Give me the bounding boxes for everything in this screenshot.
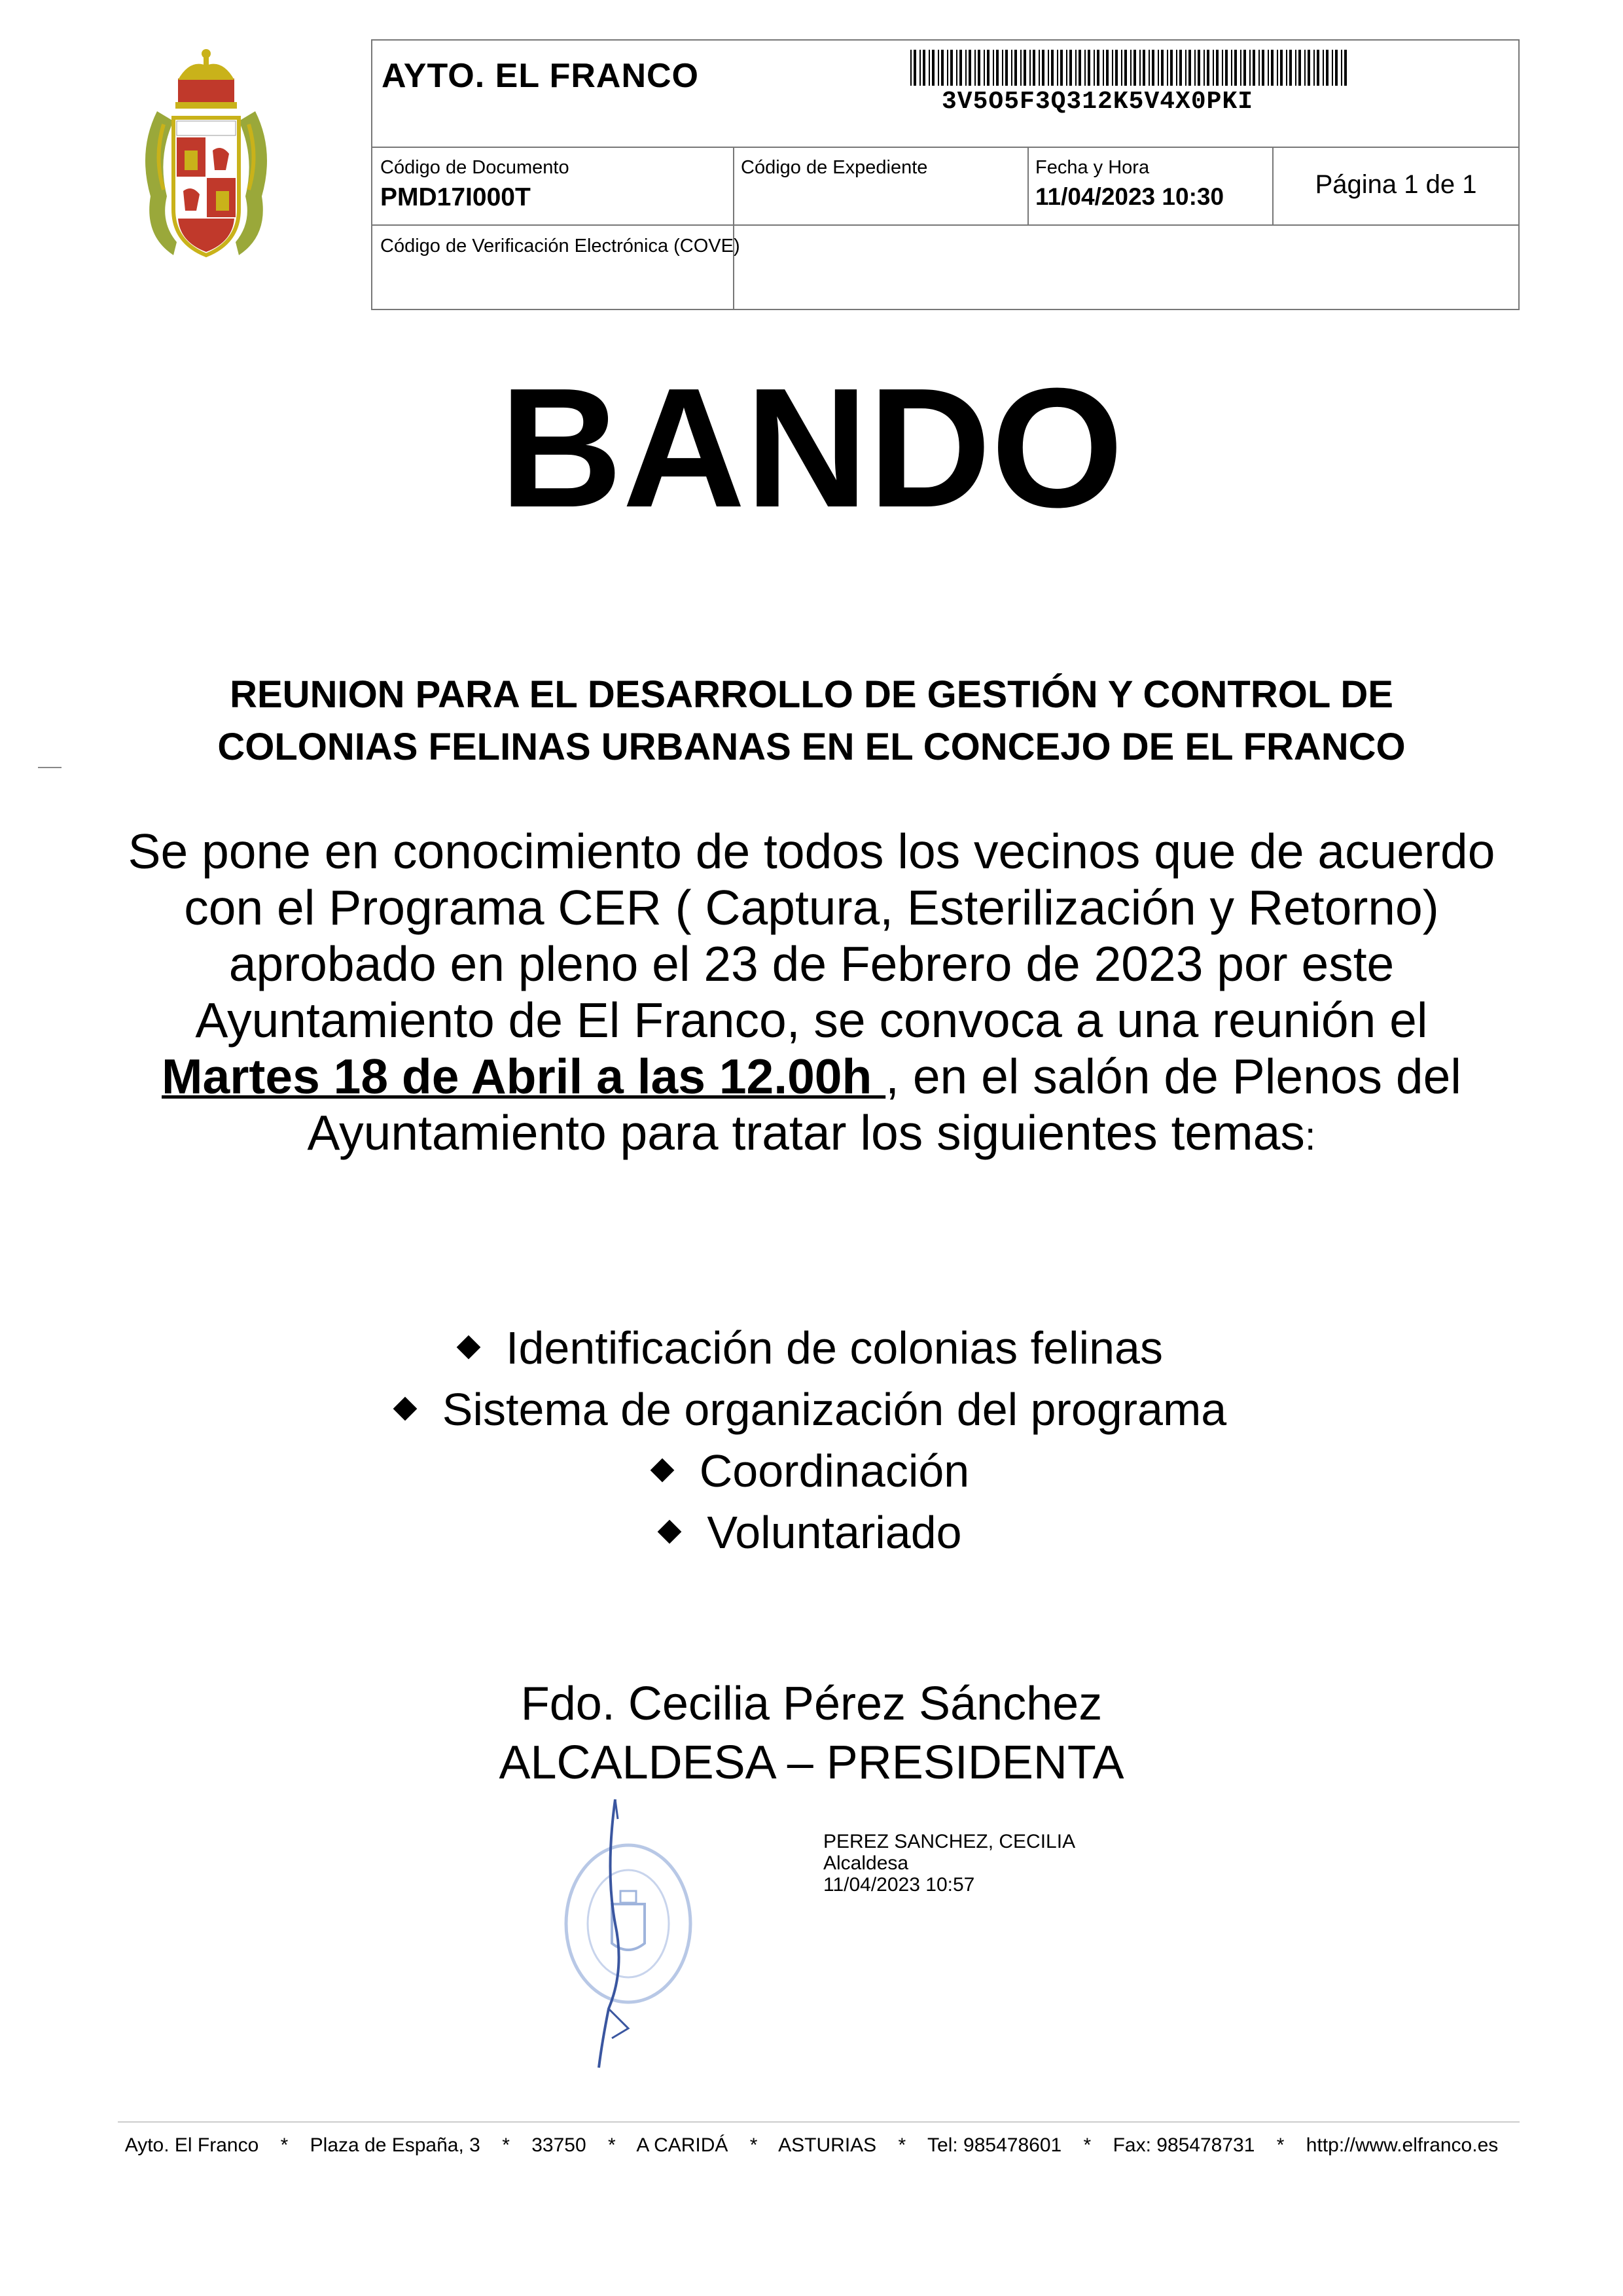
diamond-bullet-icon	[650, 1458, 674, 1483]
date-label: Fecha y Hora	[1035, 157, 1150, 178]
subject-heading	[98, 669, 1525, 773]
document-date: 11/04/2023 10:30	[1035, 183, 1224, 210]
signer-role: ALCALDESA – PRESIDENTA	[499, 1737, 1124, 1789]
topic-item	[0, 1507, 1623, 1558]
digital-signer-role: Alcaldesa	[823, 1852, 909, 1874]
subject-line-1: REUNION PARA EL DESARROLLO DE GESTIÓN Y CONTROL DE	[230, 673, 1393, 716]
footer-item: ASTURIAS	[778, 2134, 877, 2156]
topic-item	[0, 1384, 1623, 1435]
footer-item: Fax: 985478731	[1113, 2134, 1255, 2156]
footer-item: Plaza de España, 3	[310, 2134, 480, 2156]
topic-label: Identificación de colonias felinas	[506, 1322, 1163, 1373]
expediente-label: Código de Expediente	[741, 157, 928, 178]
digital-signature-info	[823, 1831, 1075, 1896]
cove-label: Código de Verificación Electrónica (COVE)	[380, 236, 740, 256]
coat-of-arms-logo	[137, 46, 275, 268]
topic-item	[0, 1322, 1623, 1373]
topic-label: Coordinación	[699, 1445, 970, 1496]
diamond-bullet-icon	[658, 1520, 682, 1544]
notice-body	[124, 823, 1499, 1165]
meeting-datetime: Martes 18 de Abril a las 12.00h	[162, 1049, 886, 1104]
footer-item: Tel: 985478601	[927, 2134, 1062, 2156]
footer-link[interactable]: http://www.elfranco.es	[1306, 2134, 1499, 2156]
body-colon: :	[1304, 1114, 1316, 1158]
document-header-table	[371, 39, 1520, 310]
margin-mark	[38, 767, 62, 768]
diamond-bullet-icon	[393, 1397, 417, 1421]
digital-signature-date: 11/04/2023 10:57	[823, 1874, 975, 1896]
topic-label: Sistema de organización del programa	[442, 1384, 1227, 1435]
body-text-1: Se pone en conocimiento de todos los vecinos que de acuerdo con el Programa CER ( Captura, Esterilización y Retorno) aprobado en pleno el 23 de Febrero de 2023 por este Ayuntamiento de El Franco, se convoca a una reunión el	[128, 824, 1495, 1048]
footer-item: Ayto. El Franco	[124, 2134, 259, 2156]
footer-contact: Ayto. El Franco * Plaza de España, 3 * 33750 * A CARIDÁ * ASTURIAS * Tel: 985478601 * Fax: 985478731 * http://www.elfranco.es	[124, 2134, 1499, 2156]
signer-name: Fdo. Cecilia Pérez Sánchez	[520, 1678, 1103, 1730]
digital-signer-name: PEREZ SANCHEZ, CECILIA	[823, 1831, 1076, 1852]
document-code: PMD17I000T	[380, 183, 531, 211]
diamond-bullet-icon	[457, 1335, 481, 1360]
page-title: BANDO	[499, 353, 1124, 543]
document-code-label: Código de Documento	[380, 157, 569, 178]
barcode	[910, 50, 1349, 86]
body-text-2: , en el salón de Plenos del Ayuntamiento para tratar los siguientes temas	[307, 1049, 1461, 1160]
cove-code: 3V5O5F3Q312K5V4X0PKI	[942, 88, 1254, 116]
topic-label: Voluntariado	[707, 1507, 962, 1558]
footer-item: 33750	[531, 2134, 586, 2156]
subject-line-2: COLONIAS FELINAS URBANAS EN EL CONCEJO DE EL FRANCO	[217, 726, 1406, 768]
organization-name: AYTO. EL FRANCO	[382, 57, 700, 95]
topic-item	[0, 1445, 1623, 1496]
official-stamp-signature	[550, 1793, 707, 2074]
footer-item: A CARIDÁ	[636, 2134, 728, 2156]
footer-divider	[118, 2121, 1520, 2123]
page-indicator: Página 1 de 1	[1315, 170, 1477, 199]
